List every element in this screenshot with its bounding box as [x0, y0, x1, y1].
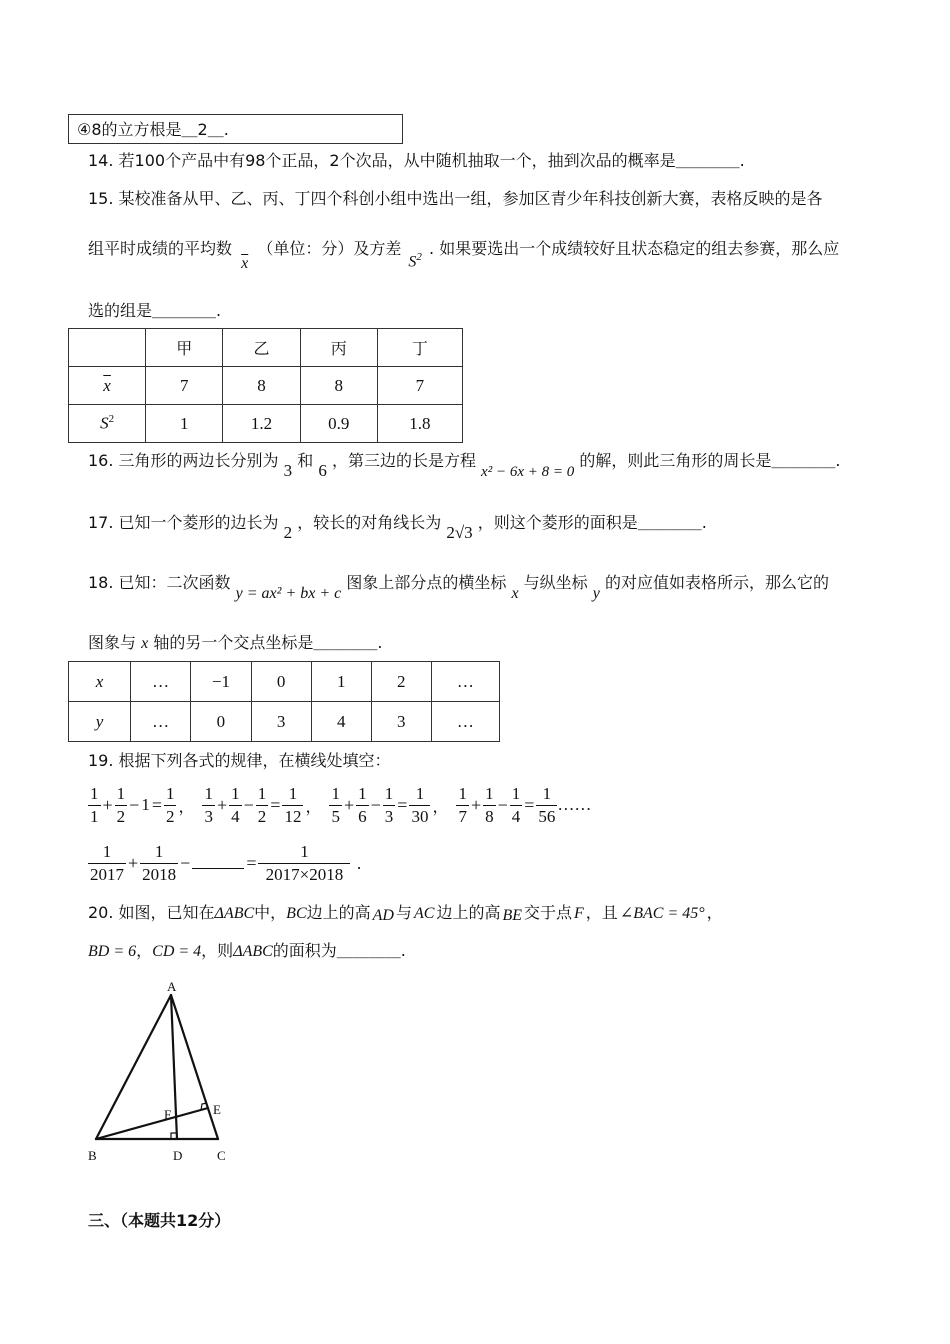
q15-mean-yi: 8 — [223, 367, 300, 405]
q18-y-2: 3 — [251, 702, 311, 742]
q17-side: 2 — [283, 523, 293, 542]
q15-line2 — [88, 236, 840, 272]
frac-num: 1 — [483, 783, 496, 806]
q17-c: ，则这个菱形的面积是＿＿＿＿. — [477, 513, 707, 532]
q20-ad: AD — [372, 907, 394, 924]
frac — [536, 783, 557, 828]
q18-y-3: 4 — [311, 702, 371, 742]
frac-den: 2017×2018 — [265, 864, 344, 884]
frac-num: 1 — [202, 783, 215, 806]
altitude-be — [96, 1108, 208, 1139]
q16-side2: 6 — [318, 461, 327, 480]
frac — [329, 783, 342, 828]
label-c: C — [217, 1148, 226, 1163]
q18-x-5: … — [431, 662, 499, 702]
q15-row-mean-label — [69, 367, 146, 405]
q15-table-corner — [69, 329, 146, 367]
q18-line2a: 图象与 — [88, 633, 137, 652]
frac-num: 1 — [356, 783, 369, 806]
q20-bc: BC — [286, 905, 307, 922]
label-f: F — [164, 1107, 172, 1122]
q18-y-1: 0 — [191, 702, 251, 742]
q15-table — [68, 328, 463, 443]
label-d: D — [173, 1148, 183, 1163]
q15-row-var-label: $S^2$ — [69, 405, 146, 443]
q16-a: 16. 三角形的两边长分别为 — [88, 451, 279, 470]
q20-c: 边上的高 — [306, 903, 371, 922]
frac-den: 6 — [358, 806, 367, 826]
q18-y-var: y — [592, 585, 600, 602]
frac — [383, 783, 396, 828]
q14-text: 14. 若100个产品中有98个正品，2个次品，从中随机抽取一个，抽到次品的概率是＿＿＿＿. — [88, 151, 745, 170]
q15-mean-bing: 8 — [300, 367, 377, 405]
q18-x-3: 1 — [311, 662, 371, 702]
q20-be: BE — [502, 907, 522, 924]
frac-den: 30 — [411, 806, 429, 826]
q16-side1: 3 — [283, 461, 293, 480]
section-three-heading: 三、（本题共12分） — [88, 1211, 231, 1230]
q18-y-0: … — [131, 702, 191, 742]
variance-symbol: $S^2$ — [408, 250, 422, 270]
q18-a: 18. 已知：二次函数 — [88, 573, 231, 592]
frac-num: 1 — [229, 783, 242, 806]
frac-den: 1 — [90, 806, 99, 826]
q20-e: 边上的高 — [436, 903, 501, 922]
q20-tri2: ΔABC — [233, 943, 273, 960]
ellipsis: …… — [557, 795, 592, 814]
q15-head-ding: 丁 — [377, 329, 462, 367]
frac — [229, 783, 242, 828]
q13-item4-text: ④8的立方根是＿2＿. — [77, 120, 229, 139]
frac-den: 8 — [485, 806, 494, 826]
frac — [510, 783, 523, 828]
q20-tri: ΔABC — [214, 905, 255, 922]
frac-den: 2017 — [90, 864, 124, 884]
q15-head-bing: 丙 — [300, 329, 377, 367]
frac — [356, 783, 369, 828]
q18-b: 图象上部分点的横坐标 — [346, 573, 507, 592]
q20-cd: CD = 4 — [152, 943, 202, 960]
q18-line2 — [88, 630, 382, 653]
q18-line1 — [88, 570, 829, 602]
frac — [202, 783, 215, 828]
frac-num: 1 — [383, 783, 396, 806]
q15-line2-c: . 如果要选出一个成绩较好且状态稳定的组去参赛，那么应 — [429, 239, 840, 258]
q19-blank-line: $\frac{1}{2017}$ + $\frac{1}{2018}$ − = $\frac{1}{2017\times 2018}$ . — [90, 841, 362, 884]
q18-x-2: 0 — [251, 662, 311, 702]
q20-i: ，则 — [201, 941, 234, 960]
q19-text: 19. 根据下列各式的规律，在横线处填空： — [88, 751, 391, 770]
q15-mean-jia: 7 — [146, 367, 223, 405]
q13-item4 — [68, 114, 403, 144]
frac-num: 1 — [140, 841, 178, 864]
q20-line1 — [88, 900, 723, 923]
frac-den: 2 — [116, 806, 126, 826]
q16-b: 和 — [297, 451, 314, 470]
frac-den: 5 — [331, 806, 340, 826]
frac-den: 4 — [511, 806, 521, 826]
q15-line2-a: 组平时成绩的平均数 — [88, 239, 233, 258]
frac-num: 1 — [115, 783, 128, 806]
frac — [456, 783, 469, 828]
q20-f: 交于点 — [524, 903, 573, 922]
q17-diag: 2√3 — [446, 523, 473, 542]
q17-text — [88, 510, 707, 542]
q15-line2-b: （单位：分）及方差 — [257, 239, 402, 258]
frac — [164, 783, 177, 828]
q18-x-4: 2 — [371, 662, 431, 702]
q18-table — [68, 661, 500, 742]
q20-bd: BD = 6 — [88, 943, 137, 960]
q15-line3: 选的组是＿＿＿＿. — [88, 301, 222, 320]
q17-b: ，较长的对角线长为 — [297, 513, 442, 532]
q18-table-y-label: y — [69, 702, 131, 742]
q20-ac: AC — [413, 905, 435, 922]
frac — [115, 783, 128, 828]
frac — [256, 783, 269, 828]
q20-h: ， — [706, 903, 723, 922]
frac — [88, 783, 101, 828]
q20-j: 的面积为＿＿＿＿. — [272, 941, 406, 960]
frac-num: 1 — [456, 783, 469, 806]
q20-a: 20. 如图，已知在 — [88, 903, 215, 922]
frac-num: 1 — [88, 783, 101, 806]
q15-var-yi: 1.2 — [223, 405, 300, 443]
q15-var-bing: 0.9 — [300, 405, 377, 443]
frac-den: 3 — [384, 806, 394, 826]
frac-den: 2 — [257, 806, 267, 826]
side-ab — [96, 995, 171, 1139]
q20-angle: ∠BAC = 45° — [619, 905, 705, 922]
q17-a: 17. 已知一个菱形的边长为 — [88, 513, 279, 532]
label-b: B — [88, 1148, 97, 1163]
frac-num: 1 — [258, 841, 350, 864]
frac-num: 1 — [256, 783, 269, 806]
frac-num: 1 — [329, 783, 342, 806]
q20-fpt: F — [574, 905, 584, 922]
answer-blank — [192, 858, 244, 869]
q15-var-label-text: S — [100, 413, 109, 433]
frac-num: 1 — [282, 783, 303, 806]
frac-num: 1 — [409, 783, 430, 806]
q18-d: 的对应值如表格所示，那么它的 — [604, 573, 829, 592]
frac-den: 12 — [284, 806, 302, 826]
triangle-figure — [84, 975, 244, 1170]
q18-c: 与纵坐标 — [523, 573, 588, 592]
q15-mean-ding: 7 — [377, 367, 462, 405]
q15-var-jia: 1 — [146, 405, 223, 443]
q16-c: ，第三边的长是方程 — [331, 451, 476, 470]
frac-den: 4 — [231, 806, 240, 826]
q18-table-x-label: x — [69, 662, 131, 702]
q15-head-yi: 乙 — [223, 329, 300, 367]
label-e: E — [213, 1102, 221, 1117]
frac-num: 1 — [536, 783, 557, 806]
q16-equation: x² − 6x + 8 = 0 — [481, 464, 575, 480]
q20-g: ，且 — [585, 903, 618, 922]
frac — [409, 783, 430, 828]
q16-text — [88, 448, 841, 480]
q18-line2b: 轴的另一个交点坐标是＿＿＿＿. — [153, 633, 383, 652]
q18-x-axis: x — [141, 635, 149, 652]
frac-num: 1 — [88, 841, 126, 864]
q15-var-ding: 1.8 — [377, 405, 462, 443]
frac-num: 1 — [164, 783, 177, 806]
q18-x-0: … — [131, 662, 191, 702]
label-a: A — [167, 979, 177, 994]
frac-den: 2018 — [142, 864, 177, 884]
mean-symbol: $\overline{x}$ — [241, 255, 249, 272]
frac-num: 1 — [510, 783, 523, 806]
frac — [88, 841, 126, 886]
frac-den: 56 — [538, 806, 556, 826]
q15-mean-label-text: $\overline{x}$ — [103, 375, 111, 395]
frac — [282, 783, 303, 828]
frac-den: 3 — [204, 806, 213, 826]
q20-line2: BD = 6，CD = 4，则ΔABC的面积为＿＿＿＿. — [88, 941, 406, 960]
frac-den: 7 — [458, 806, 467, 826]
variance-letter: S — [408, 253, 417, 270]
frac — [258, 841, 350, 886]
frac — [483, 783, 496, 828]
q18-x-var: x — [511, 585, 519, 602]
q20-b: 中， — [254, 903, 287, 922]
q16-d: 的解，则此三角形的周长是＿＿＿＿. — [579, 451, 841, 470]
term: 1 — [141, 795, 150, 814]
q18-x-1: −1 — [191, 662, 251, 702]
frac — [140, 841, 178, 886]
q18-func: y = ax² + bx + c — [235, 585, 342, 602]
q18-y-5: … — [431, 702, 499, 742]
frac-den: 2 — [165, 806, 175, 826]
q18-y-4: 3 — [371, 702, 431, 742]
q15-head-jia: 甲 — [146, 329, 223, 367]
q19-pattern-line: $\frac{1}{1}$ + $\frac{1}{2}$ − 1 = $\frac{1}{2}$ ， $\frac{1}{3}$ + $\frac{1}{4}$ − $\frac{1}{2}$ = $\frac{1}{12}$ ， $\frac{1}{5}$ + $\frac{1}{6}$ − $\frac{1}{3}$ = $\frac{1}{30}$ ， $\frac{1}{7}$ + $\frac{1}{8}$ − $\frac{1}{4}$ = $\frac{1}{56}$ …… — [90, 783, 592, 826]
q15-line1: 15. 某校准备从甲、乙、丙、丁四个科创小组中选出一组，参加区青少年科技创新大赛，表格反映的是各 — [88, 189, 823, 208]
q20-d: 与 — [395, 903, 412, 922]
